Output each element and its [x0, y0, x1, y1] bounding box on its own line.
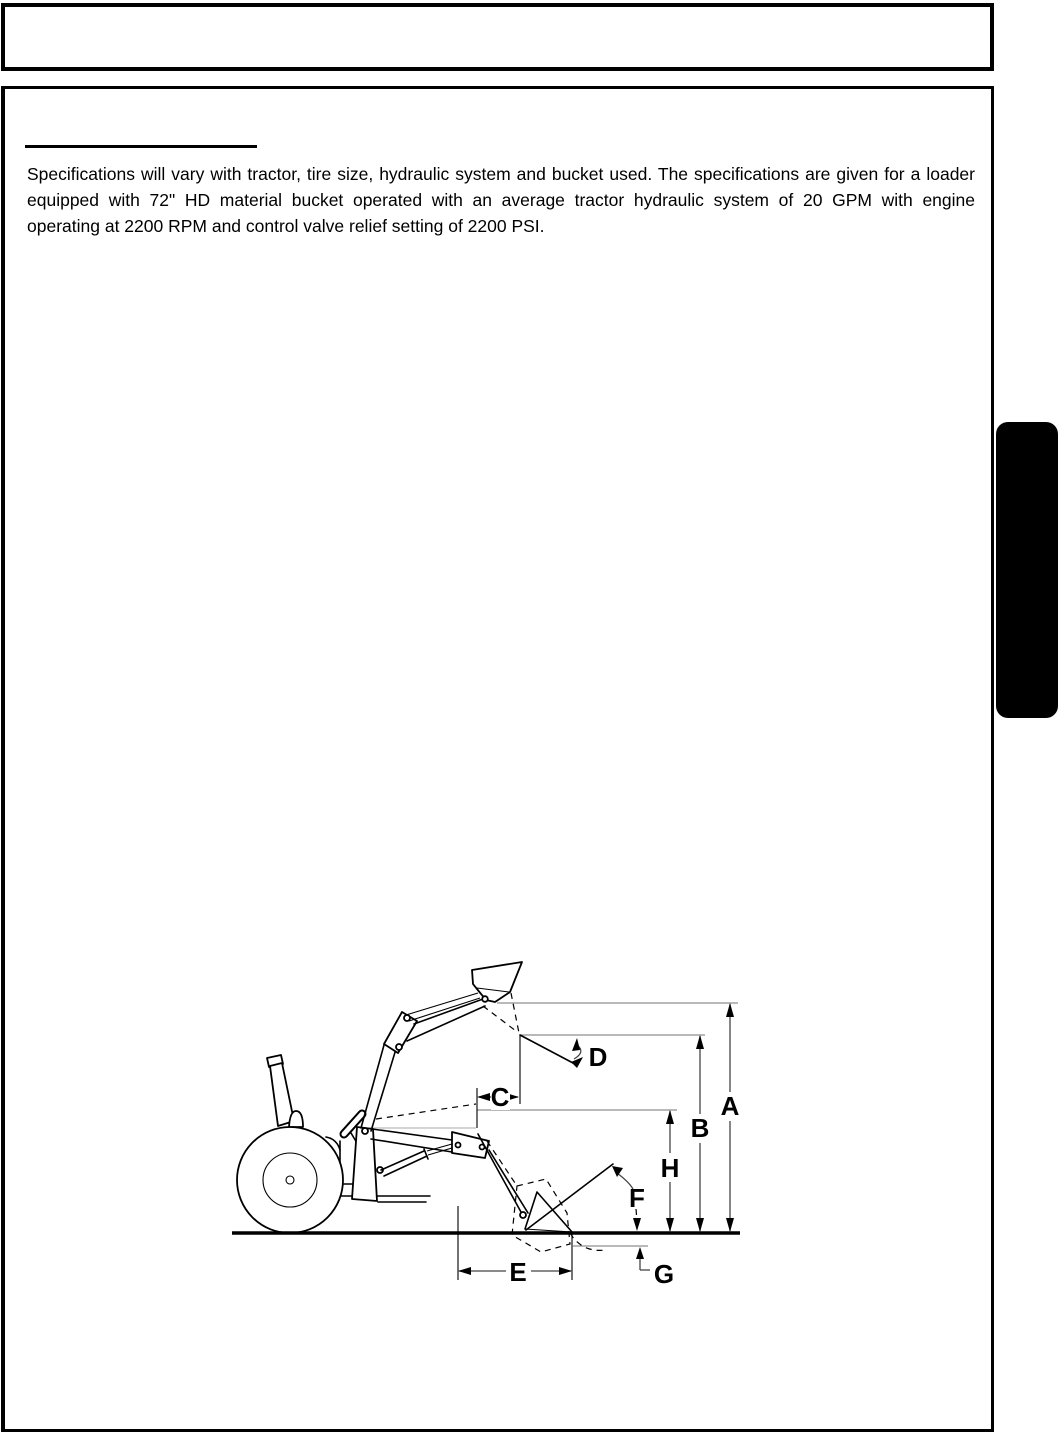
dimension-label-d: D [588, 1042, 608, 1072]
spec-paragraph-line: Specifications will vary with tractor, tire size, hydraulic system and bucket used. The specifications are given for a loader [27, 164, 975, 184]
spec-paragraph-line: operating at 2200 RPM and control valve relief setting of 2200 PSI. [27, 216, 545, 236]
dimension-label-g: G [653, 1259, 675, 1289]
reference-lines [363, 1003, 738, 1246]
dimension-label-e: E [509, 1257, 527, 1287]
rear-wheel [237, 1127, 343, 1233]
dimension-label-c: C [490, 1082, 510, 1112]
dimension-label-h: H [660, 1153, 680, 1183]
spec-paragraph-line: equipped with 72" HD material bucket operated with an average tractor hydraulic system of 20 GPM with engine [27, 190, 975, 210]
air-cleaner [289, 1111, 303, 1127]
dimension-label-f: F [629, 1183, 645, 1213]
bucket-raised [472, 962, 522, 1002]
dimension-label-b: B [690, 1113, 710, 1143]
dimension-labels [491, 1042, 742, 1289]
loader-mast [352, 1127, 377, 1201]
dimension-label-a: A [720, 1091, 740, 1121]
